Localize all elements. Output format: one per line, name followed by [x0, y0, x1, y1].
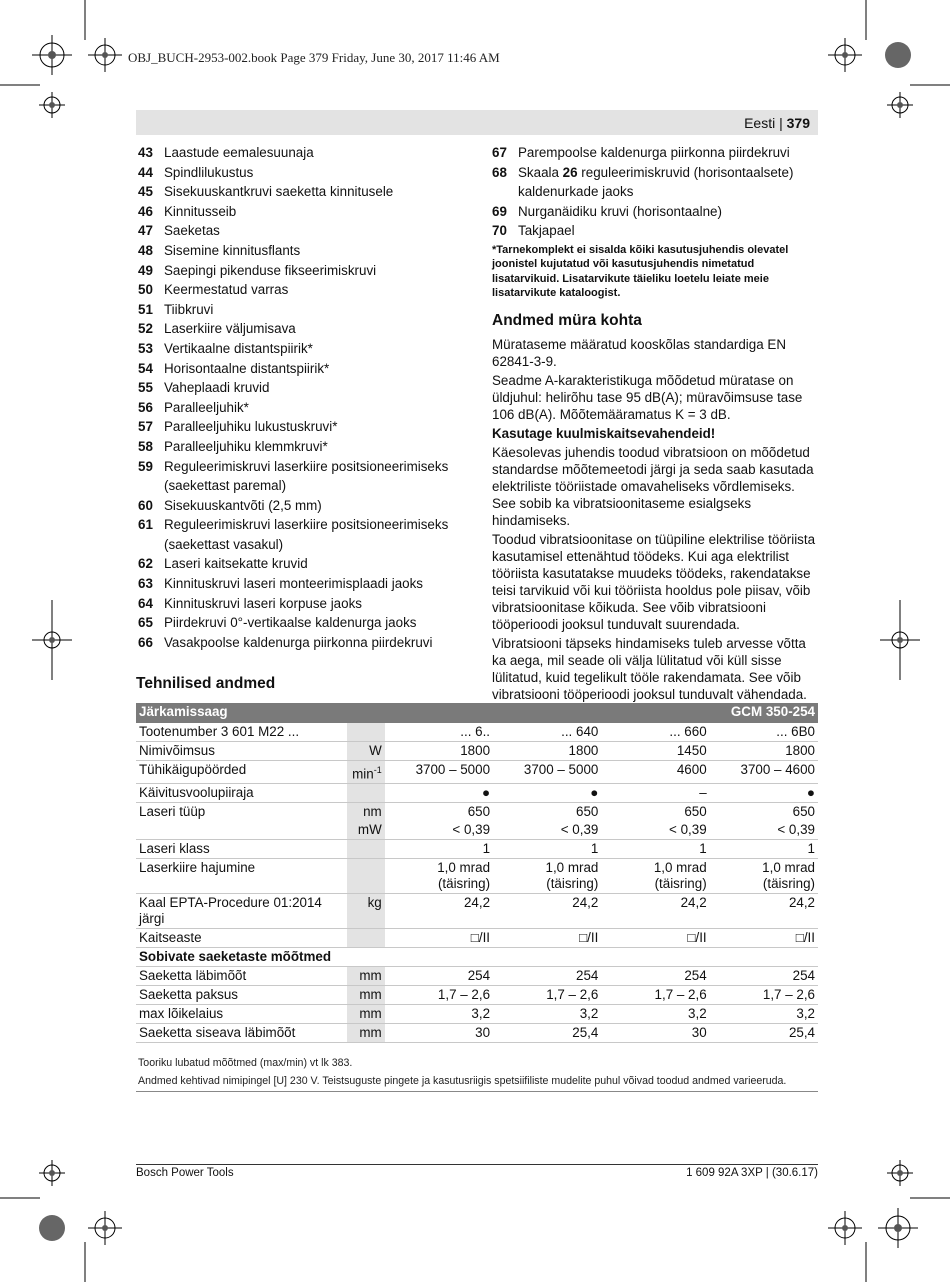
row-label: Kaal EPTA-Procedure 01:2014 järgi: [136, 894, 347, 929]
row-unit: mm: [347, 1024, 385, 1043]
row-value: 1,7 – 2,6: [493, 986, 601, 1005]
list-item: [138, 457, 458, 496]
list-item: [138, 417, 458, 437]
row-value: ... 640: [493, 723, 601, 742]
list-item: [138, 359, 458, 379]
row-value: ... 660: [601, 723, 709, 742]
row-value: ... 6B0: [710, 723, 818, 742]
tech-data-title: Tehnilised andmed: [136, 675, 276, 692]
item-text: Laserkiire väljumisava: [164, 321, 296, 337]
item-text: Kinnituskruvi laseri korpuse jaoks: [164, 595, 362, 611]
list-item: [138, 300, 458, 320]
footer-brand: Bosch Power Tools: [136, 1167, 234, 1179]
row-unit: nm: [347, 803, 385, 822]
header-separator: |: [775, 115, 787, 131]
row-value: 650: [467, 804, 491, 820]
table-row: [136, 761, 818, 784]
row-value: 1800: [493, 742, 601, 761]
row-label: Laseri tüüp: [139, 804, 206, 820]
row-value: < 0,39: [710, 821, 818, 840]
table-row: [136, 803, 818, 822]
item-number: 58: [138, 438, 153, 454]
table-header-row: [136, 703, 818, 723]
row-value: 1: [710, 840, 818, 859]
row-value: 1800: [385, 742, 493, 761]
list-item: [492, 202, 818, 222]
table-row: [136, 1005, 818, 1024]
row-unit: mm: [347, 1005, 385, 1024]
item-number: 61: [138, 517, 153, 533]
page-header-bar: [136, 110, 818, 135]
vibration-paragraph-2: Toodud vibratsioonitase on tüüpiline elektrilise tööriista kasutamisel ettenähtud töödeks. Kui aga elektrilist tööriista kasutatakse muudeks töödeks, rakendatakse teisi tarvikuid või kui tööriista hooldus pole piisav, võib vibratsioonitase kõikuda. See võib vibratsiooni tööperioodi jooksul tunduvalt suurendada.: [492, 531, 816, 632]
row-value: □/II: [601, 929, 709, 948]
print-slug: OBJ_BUCH-2953-002.book Page 379 Friday, June 30, 2017 11:46 AM: [128, 50, 500, 65]
item-text-pre: Skaala: [518, 164, 563, 180]
row-unit: mW: [347, 821, 385, 840]
row-value: □/II: [493, 929, 601, 948]
table-row: [136, 859, 818, 894]
row-value: 30: [385, 1024, 493, 1043]
item-number: 62: [138, 556, 153, 572]
row-value: 3,2: [710, 1005, 818, 1024]
row-value: 1,0 mrad (täisring): [710, 859, 818, 894]
list-item: [492, 221, 818, 241]
list-item: [138, 261, 458, 281]
item-number: 66: [138, 634, 153, 650]
row-value: 650: [684, 804, 707, 820]
row-value: ... 6..: [385, 723, 493, 742]
item-number: 43: [138, 145, 153, 160]
row-value: 1,7 – 2,6: [385, 986, 493, 1005]
row-value: 3,2: [385, 1005, 493, 1024]
item-text: Sisekuuskantvõti (2,5 mm): [164, 497, 322, 513]
row-unit: [347, 723, 385, 742]
vibration-paragraph-1: Käesolevas juhendis toodud vibratsioon on mõõdetud standardse mõõtemeetodi järgi ja seda saab kasutada elektriliste tööriistade omavaheliseks võrdlemiseks. See sobib ka vibratsioonitaseme esialgseks hindamiseks.: [492, 444, 814, 528]
item-number: 69: [492, 203, 507, 219]
accessory-note: *Tarnekomplekt ei sisalda kõiki kasutusjuhendis olevatel joonistel kujutatud või kasutusjuhendis nimetatud lisatarvikuid. Lisatarvikute täieliku loetelu leiate meie lisatarvikute kataloogist.: [492, 243, 789, 300]
item-text: Takjapael: [518, 223, 575, 239]
row-label: Saeketta siseava läbimõõt: [136, 1024, 347, 1043]
noise-paragraph-1: Mürataseme määratud kooskõlas standardiga EN 62841-3-9.: [492, 336, 786, 369]
list-item: [138, 633, 458, 653]
item-number: 60: [138, 497, 153, 513]
item-number: 51: [138, 301, 153, 317]
row-value: 650: [792, 804, 815, 820]
item-number: 53: [138, 340, 153, 356]
row-label: Laserkiire hajumine: [136, 859, 347, 894]
footnote-voltage: Andmed kehtivad nimipingel [U] 230 V. Teistsuguste pingete ja kasutusriigis spetsiifiliste mudelite puhul võivad toodud andmed varieeruda.: [138, 1075, 787, 1087]
item-text: Sisemine kinnitusflants: [164, 242, 301, 258]
table-row: [136, 742, 818, 761]
row-unit: mm: [347, 986, 385, 1005]
row-unit: [347, 840, 385, 859]
item-text: Piirdekruvi 0°-vertikaalse kaldenurga jaoks: [164, 615, 417, 631]
item-text: Sisekuuskantkruvi saeketta kinnitusele: [164, 184, 394, 200]
row-value: 3,2: [493, 1005, 601, 1024]
parts-list-left: [138, 143, 458, 652]
item-text: Reguleerimiskruvi laserkiire positsioneerimiseks (saekettast vasakul): [164, 517, 449, 552]
row-value: 25,4: [493, 1024, 601, 1043]
row-value: 254: [385, 967, 493, 986]
table-end-rule: [136, 1091, 818, 1092]
table-row: [136, 894, 818, 929]
row-value: 1: [385, 840, 493, 859]
table-row: [136, 1024, 818, 1043]
row-value: 24,2: [710, 894, 818, 929]
item-text: Spindlilukustus: [164, 164, 254, 180]
row-value: 3,2: [601, 1005, 709, 1024]
item-number: 47: [138, 223, 153, 239]
item-text: Paralleeljuhiku lukustuskruvi*: [164, 419, 338, 435]
list-item: [138, 398, 458, 418]
list-item: [138, 202, 458, 222]
item-text: [518, 163, 818, 202]
item-text: Saeketas: [164, 223, 220, 239]
row-value: 254: [601, 967, 709, 986]
list-item: [138, 437, 458, 457]
list-item: [492, 163, 818, 202]
item-text: Horisontaalne distantspiirik*: [164, 360, 330, 376]
row-value: 1,7 – 2,6: [710, 986, 818, 1005]
right-column: [492, 143, 818, 705]
table-row: [136, 821, 818, 840]
item-number: 57: [138, 419, 153, 435]
list-item: [138, 515, 458, 554]
item-text: Vaheplaadi kruvid: [164, 380, 270, 396]
row-unit: [347, 859, 385, 894]
table-row: [136, 723, 818, 742]
row-unit: kg: [347, 894, 385, 929]
item-number: 48: [138, 242, 153, 258]
list-item: [138, 163, 458, 183]
row-value: 254: [710, 967, 818, 986]
list-item: [492, 143, 818, 163]
item-text: Paralleeljuhik*: [164, 399, 249, 415]
list-item: [138, 182, 458, 202]
row-value: 1,7 – 2,6: [601, 986, 709, 1005]
item-text: Laastude eemalesuunaja: [164, 145, 314, 160]
list-item: [138, 319, 458, 339]
row-value: 24,2: [493, 894, 601, 929]
footer-doc-number: 1 609 92A 3XP | (30.6.17): [686, 1167, 818, 1179]
row-label: Käivitusvoolupiiraja: [136, 784, 347, 803]
parts-list-right: [492, 143, 818, 241]
item-number: 50: [138, 282, 153, 298]
row-label: [136, 821, 347, 840]
item-number: 46: [138, 203, 153, 219]
table-header-right: GCM 350-254: [493, 703, 818, 723]
item-number: 70: [492, 223, 507, 239]
row-value: 1,0 mrad (täisring): [493, 859, 601, 894]
row-value: 3700 – 5000: [493, 761, 601, 784]
unit-min: min: [352, 766, 374, 782]
row-value: < 0,39: [601, 821, 709, 840]
row-value: ●: [385, 784, 493, 803]
row-value: ●: [493, 784, 601, 803]
item-text: Nurganäidiku kruvi (horisontaalne): [518, 203, 722, 219]
item-text: Parempoolse kaldenurga piirkonna piirdekruvi: [518, 145, 790, 160]
item-text: Kinnituskruvi laseri monteerimisplaadi jaoks: [164, 576, 423, 592]
list-item: [138, 241, 458, 261]
row-value: < 0,39: [385, 821, 493, 840]
row-value: 24,2: [601, 894, 709, 929]
row-value: 24,2: [385, 894, 493, 929]
list-item: [138, 594, 458, 614]
item-number: 67: [492, 145, 507, 160]
list-item: [138, 554, 458, 574]
list-item: [138, 280, 458, 300]
row-label: Saeketta paksus: [136, 986, 347, 1005]
unit-exponent: -1: [373, 765, 382, 775]
table-row: [136, 986, 818, 1005]
row-value: 4600: [601, 761, 709, 784]
item-number: 55: [138, 380, 153, 396]
row-unit: [347, 784, 385, 803]
row-unit: [347, 761, 385, 784]
row-value: 1800: [710, 742, 818, 761]
item-number: 44: [138, 164, 153, 180]
item-number: 65: [138, 615, 153, 631]
table-row: [136, 948, 818, 967]
item-text-post: reguleerimiskruvid (horisontaalsete) kaldenurkade jaoks: [518, 164, 794, 200]
row-label: max lõikelaius: [136, 1005, 347, 1024]
row-label: Sobivate saeketaste mõõtmed: [136, 948, 818, 967]
row-value: ●: [710, 784, 818, 803]
row-value: < 0,39: [493, 821, 601, 840]
table-row: [136, 840, 818, 859]
row-value: 30: [601, 1024, 709, 1043]
list-item: [138, 339, 458, 359]
item-number: 45: [138, 184, 153, 200]
list-item: [138, 221, 458, 241]
list-item: [138, 613, 458, 633]
item-text: Kinnitusseib: [164, 203, 237, 219]
list-item: [138, 378, 458, 398]
list-item: [138, 574, 458, 594]
vibration-paragraph-3: Vibratsiooni täpseks hindamiseks tuleb arvesse võtta ka aega, mil seade oli välja lülitatud või küll sisse lülitatud, kuid tegelikult tööle rakendamata. See võib vibratsiooni tööperioodi jooksul tunduvalt vähendada.: [492, 635, 807, 702]
row-unit: W: [347, 742, 385, 761]
item-number: 52: [138, 321, 153, 337]
row-unit: mm: [347, 967, 385, 986]
item-number: 59: [138, 458, 153, 474]
page-header-text: [744, 115, 810, 131]
item-number: 64: [138, 595, 153, 611]
row-unit: [347, 929, 385, 948]
row-value: 25,4: [710, 1024, 818, 1043]
footnote-workpiece: Tooriku lubatud mõõtmed (max/min) vt lk 383.: [138, 1057, 353, 1069]
item-number: 49: [138, 262, 153, 278]
row-value: –: [601, 784, 709, 803]
noise-paragraph-2: Seadme A-karakteristikuga mõõdetud müratase on üldjuhul: helirõhu tase 95 dB(A); müravõimsuse tase 106 dB(A). Mõõtemääramatus K = 3 dB.: [492, 372, 803, 422]
row-value: 1: [493, 840, 601, 859]
item-text: Paralleeljuhiku klemmkruvi*: [164, 438, 328, 454]
row-value: 3700 – 5000: [385, 761, 493, 784]
list-item: [138, 496, 458, 516]
item-text: Vertikaalne distantspiirik*: [164, 340, 313, 356]
row-value: 3700 – 4600: [710, 761, 818, 784]
row-value: 254: [493, 967, 601, 986]
table-row: [136, 967, 818, 986]
hearing-protection-warning: Kasutage kuulmiskaitsevahendeid!: [492, 425, 716, 441]
table-header-left: Järkamissaag: [136, 703, 493, 723]
header-section: Eesti: [744, 115, 776, 131]
row-value: 650: [576, 804, 599, 820]
row-value: □/II: [710, 929, 818, 948]
item-text: Vasakpoolse kaldenurga piirkonna piirdekruvi: [164, 634, 433, 650]
item-number: 56: [138, 399, 153, 415]
item-text: Keermestatud varras: [164, 282, 289, 298]
noise-heading: Andmed müra kohta: [492, 311, 642, 329]
item-number: 63: [138, 576, 153, 592]
item-text: Tiibkruvi: [164, 301, 214, 317]
table-row: [136, 929, 818, 948]
row-value: 1: [601, 840, 709, 859]
table-row: [136, 784, 818, 803]
item-text: Saepingi pikenduse fikseerimiskruvi: [164, 262, 377, 278]
item-number: 68: [492, 164, 507, 180]
row-value: 1,0 mrad (täisring): [385, 859, 493, 894]
tech-data-table: [136, 703, 818, 1043]
row-label: Tühikäigupöörded: [136, 761, 347, 784]
row-label: Saeketta läbimõõt: [136, 967, 347, 986]
row-label: Nimivõimsus: [136, 742, 347, 761]
row-label: Tootenumber 3 601 M22 ...: [136, 723, 347, 742]
row-value: □/II: [385, 929, 493, 948]
item-text: Reguleerimiskruvi laserkiire positsioneerimiseks (saekettast paremal): [164, 458, 449, 494]
row-value: 1450: [601, 742, 709, 761]
item-number: 54: [138, 360, 153, 376]
header-page-number: 379: [786, 115, 810, 131]
row-label: Laseri klass: [136, 840, 347, 859]
row-value: 1,0 mrad (täisring): [601, 859, 709, 894]
item-text: Laseri kaitsekatte kruvid: [164, 556, 308, 572]
item-text-bold: 26: [562, 164, 578, 180]
list-item: [138, 143, 458, 163]
footer-rule: [136, 1164, 818, 1165]
row-label: Kaitseaste: [136, 929, 347, 948]
